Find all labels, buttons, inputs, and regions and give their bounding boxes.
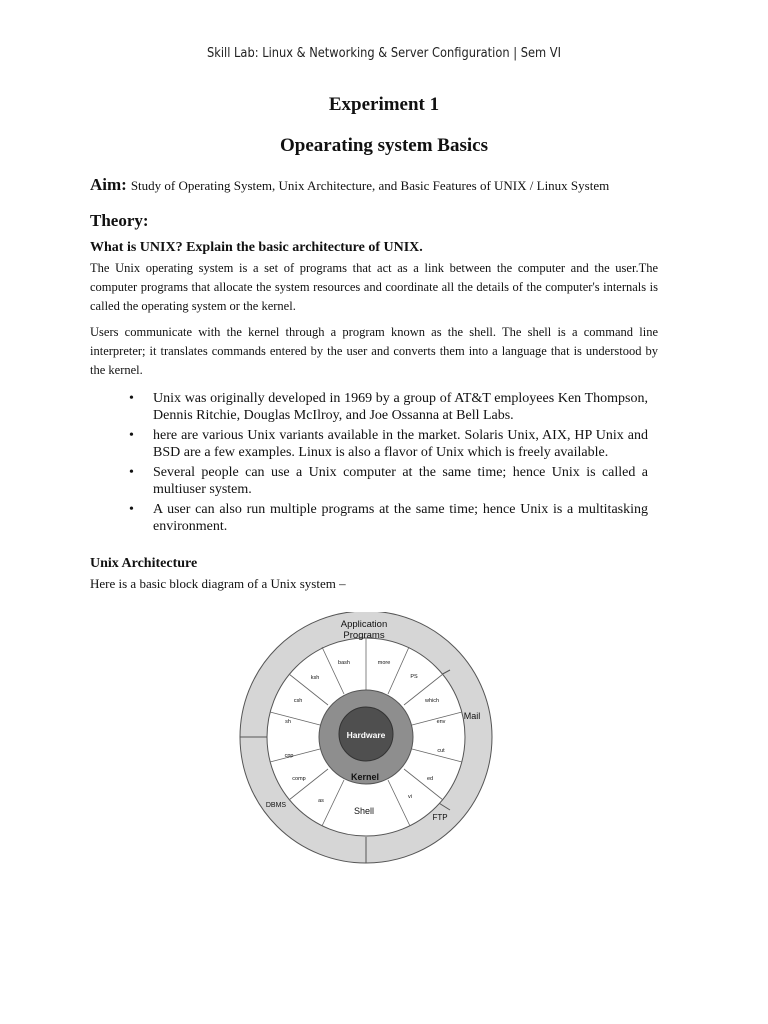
program-label: vi bbox=[408, 794, 412, 800]
program-label: as bbox=[318, 798, 324, 804]
unix-architecture-diagram bbox=[238, 612, 494, 864]
program-label: cut bbox=[437, 748, 445, 754]
program-label: cpp bbox=[284, 753, 294, 759]
program-label: ed bbox=[426, 776, 434, 782]
theory-heading: Theory: bbox=[90, 211, 149, 230]
list-item-text: Unix was originally developed in 1969 by a group of AT&T employees Ken Thompson, Dennis Ritchie, Douglas McIlroy, and Joe Ossanna at Bell Labs. bbox=[153, 391, 648, 423]
shell-label: Shell bbox=[353, 806, 375, 816]
bullet-icon: • bbox=[129, 428, 134, 443]
program-label: comp bbox=[292, 776, 306, 782]
theory-paragraph-2: Users communicate with the kernel through a program known as the shell. The shell is a command line interpreter; it translates commands entered by the user and converts them into a language that is understood by the kernel. bbox=[90, 325, 658, 377]
program-label: bash bbox=[338, 660, 350, 666]
program-label: more bbox=[377, 660, 391, 666]
experiment-title: Experiment 1 bbox=[328, 94, 440, 115]
program-label: which bbox=[424, 698, 440, 704]
aim-label: Aim: bbox=[90, 175, 127, 194]
experiment-subtitle: Opearating system Basics bbox=[280, 135, 488, 156]
program-label: csh bbox=[293, 698, 303, 704]
list-item-text: here are various Unix variants available in the market. Solaris Unix, AIX, HP Unix and BSD are a few examples. Linux is also a flavor of Unix which is freely available. bbox=[153, 428, 648, 460]
list-item-text: Several people can use a Unix computer at the same time; hence Unix is called a multiuser system. bbox=[153, 465, 648, 497]
theory-question: What is UNIX? Explain the basic architecture of UNIX. bbox=[90, 240, 423, 255]
program-label: ksh bbox=[310, 675, 320, 681]
list-item bbox=[128, 390, 648, 424]
program-label: sh bbox=[285, 719, 291, 725]
program-label: PS bbox=[410, 674, 418, 680]
application-programs-label: Programs bbox=[343, 630, 385, 641]
ftp-label: FTP bbox=[432, 813, 448, 822]
page-header: Skill Lab: Linux & Networking & Server Configuration | Sem VI bbox=[206, 46, 562, 61]
list-item bbox=[128, 427, 648, 461]
hardware-label: Hardware bbox=[346, 730, 386, 740]
unix-facts-list bbox=[128, 390, 648, 538]
bullet-icon: • bbox=[129, 465, 134, 480]
list-item bbox=[128, 501, 648, 535]
list-item-text: A user can also run multiple programs at the same time; hence Unix is a multitasking environment. bbox=[153, 502, 648, 534]
mail-label: Mail bbox=[463, 711, 481, 721]
dbms-label: DBMS bbox=[265, 802, 287, 809]
bullet-icon: • bbox=[129, 502, 134, 517]
bullet-icon: • bbox=[129, 391, 134, 406]
architecture-description: Here is a basic block diagram of a Unix system – bbox=[90, 576, 346, 591]
architecture-heading: Unix Architecture bbox=[90, 556, 198, 571]
theory-paragraph-1: The Unix operating system is a set of programs that act as a link between the computer and the user.The computer programs that allocate the system resources and coordinate all the details of the computer's internals is called the operating system or the kernel. bbox=[90, 261, 658, 313]
list-item bbox=[128, 464, 648, 498]
application-programs-label: Application bbox=[340, 619, 388, 630]
kernel-label: Kernel bbox=[350, 772, 380, 782]
aim-text: Study of Operating System, Unix Architecture, and Basic Features of UNIX / Linux System bbox=[130, 178, 610, 193]
aim-section bbox=[90, 175, 710, 195]
program-label: env bbox=[436, 719, 446, 725]
